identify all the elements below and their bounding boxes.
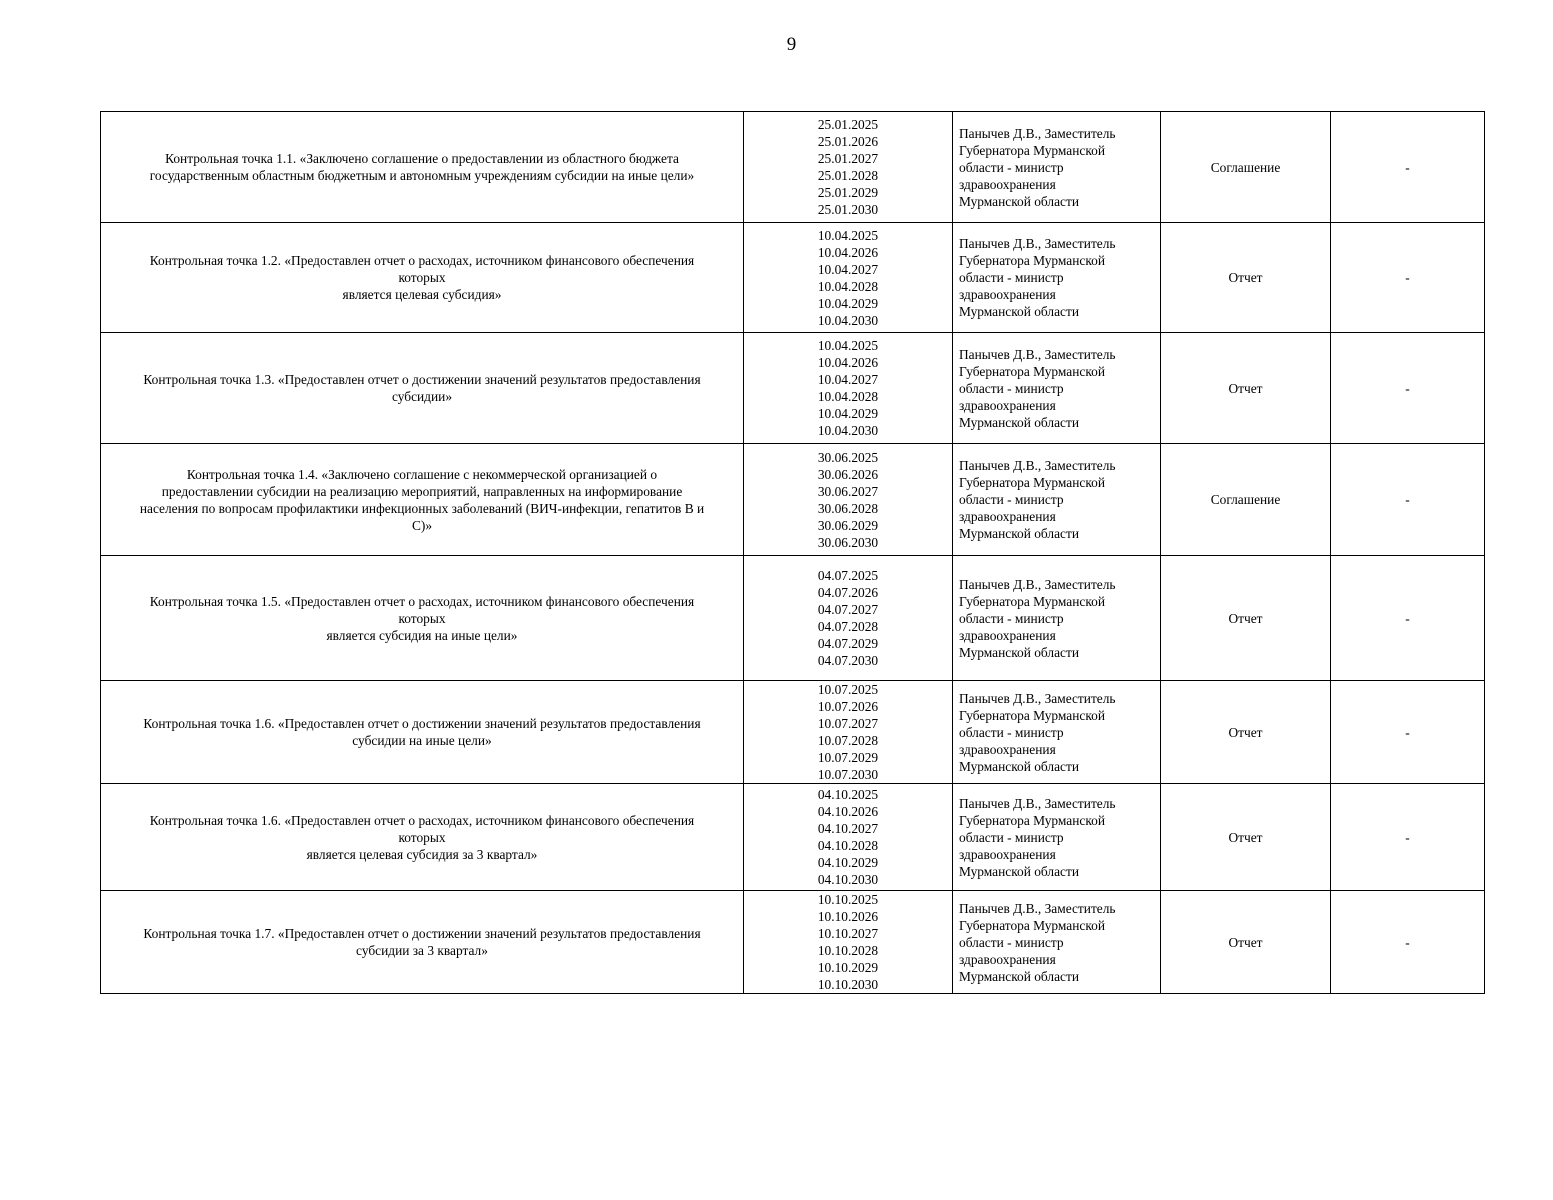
control-point-name — [101, 784, 744, 891]
responsible-person — [953, 112, 1161, 223]
responsible-person-line: Губернатора Мурманской — [959, 593, 1106, 609]
deadline-dates — [744, 681, 953, 784]
responsible-person-line: Губернатора Мурманской — [959, 475, 1106, 490]
deadline-dates — [744, 112, 953, 223]
deadline-dates-line: 25.01.2030 — [817, 202, 879, 217]
responsible-person-line: области - министр — [959, 380, 1064, 396]
responsible-person-line: здравоохранения — [959, 846, 1056, 862]
deadline-dates — [744, 444, 953, 556]
control-point-name-line: Контрольная точка 1.2. «Предоставлен отчет о расходах, источником финансового обеспечения — [149, 253, 695, 268]
table-row — [101, 333, 1485, 444]
deadline-dates-line: 10.04.2026 — [817, 355, 879, 370]
responsible-person-line: Панычев Д.В., Заместитель — [959, 458, 1116, 473]
control-point-name-line: Контрольная точка 1.1. «Заключено соглашение о предоставлении из областного бюджета — [165, 151, 679, 166]
control-point-name — [101, 556, 744, 681]
control-point-name-line: Контрольная точка 1.6. «Предоставлен отчет о расходах, источником финансового обеспечения — [149, 812, 695, 828]
deadline-dates-line: 10.07.2028 — [817, 733, 879, 748]
table-row — [101, 223, 1485, 333]
deadline-dates-line: 04.07.2030 — [817, 653, 879, 668]
table-row — [101, 891, 1485, 994]
deadline-dates-line: 10.10.2025 — [817, 892, 879, 907]
responsible-person-line: Мурманской области — [959, 414, 1079, 430]
deadline-dates-line: 30.06.2025 — [817, 449, 879, 465]
table-row — [101, 681, 1485, 784]
control-point-name — [101, 444, 744, 556]
responsible-person-line: области - министр — [959, 159, 1064, 175]
deadline-dates-line: 25.01.2029 — [817, 185, 879, 200]
responsible-person-line: Мурманской области — [959, 968, 1079, 984]
responsible-person — [953, 891, 1161, 994]
control-point-name-line: Контрольная точка 1.3. «Предоставлен отчет о достижении значений результатов предоставления — [143, 372, 701, 387]
responsible-person-line: области - министр — [959, 934, 1064, 950]
document-type: Отчет — [1161, 681, 1331, 784]
control-point-name — [101, 891, 744, 994]
responsible-person-line: здравоохранения — [959, 287, 1056, 302]
deadline-dates-line: 30.06.2029 — [817, 517, 879, 533]
deadline-dates-line: 10.10.2030 — [817, 977, 879, 992]
responsible-person — [953, 333, 1161, 444]
deadline-dates — [744, 784, 953, 891]
responsible-person-line: Панычев Д.В., Заместитель — [959, 346, 1116, 362]
control-point-name — [101, 681, 744, 784]
responsible-person-line: области - министр — [959, 492, 1064, 507]
document-type: Соглашение — [1161, 112, 1331, 223]
deadline-dates-line: 10.04.2030 — [817, 423, 879, 438]
responsible-person-line: здравоохранения — [959, 509, 1056, 524]
deadline-dates-line: 30.06.2028 — [817, 500, 879, 516]
deadline-dates-line: 04.07.2025 — [817, 568, 879, 583]
table-body — [101, 112, 1485, 994]
page-number: 9 — [786, 34, 797, 55]
control-point-name-line: населения по вопросам профилактики инфекционных заболеваний (ВИЧ-инфекции, гепатитов В и — [139, 500, 705, 516]
responsible-person — [953, 784, 1161, 891]
deadline-dates-line: 10.07.2025 — [817, 682, 879, 697]
responsible-person-line: здравоохранения — [959, 741, 1056, 757]
control-point-name-line: Контрольная точка 1.6. «Предоставлен отчет о достижении значений результатов предоставления — [143, 716, 701, 731]
responsible-person-line: Губернатора Мурманской — [959, 812, 1106, 828]
responsible-person-line: Мурманской области — [959, 758, 1079, 774]
deadline-dates-line: 25.01.2026 — [817, 134, 879, 149]
responsible-person-line: области - министр — [959, 829, 1064, 845]
note-cell: - — [1331, 444, 1485, 556]
responsible-person — [953, 681, 1161, 784]
table-row — [101, 556, 1485, 681]
deadline-dates — [744, 556, 953, 681]
deadline-dates-line: 10.07.2027 — [817, 716, 879, 731]
document-type: Отчет — [1161, 556, 1331, 681]
responsible-person-line: здравоохранения — [959, 627, 1056, 643]
control-point-name-line: является целевая субсидия» — [342, 287, 502, 302]
note-cell: - — [1331, 784, 1485, 891]
control-point-name — [101, 112, 744, 223]
control-points-table — [100, 111, 1485, 994]
deadline-dates-line: 30.06.2026 — [817, 466, 879, 482]
responsible-person-line: Губернатора Мурманской — [959, 253, 1106, 268]
responsible-person — [953, 223, 1161, 333]
deadline-dates-line: 10.04.2028 — [817, 278, 879, 294]
deadline-dates — [744, 333, 953, 444]
deadline-dates — [744, 223, 953, 333]
note-cell: - — [1331, 556, 1485, 681]
deadline-dates-line: 10.10.2027 — [817, 926, 879, 941]
control-point-name-line: Контрольная точка 1.7. «Предоставлен отчет о достижении значений результатов предоставления — [143, 926, 701, 941]
document-type: Отчет — [1161, 223, 1331, 333]
responsible-person-line: Губернатора Мурманской — [959, 707, 1106, 723]
responsible-person-line: Мурманской области — [959, 526, 1079, 541]
deadline-dates — [744, 891, 953, 994]
control-point-name — [101, 333, 744, 444]
deadline-dates-line: 10.04.2025 — [817, 227, 879, 243]
responsible-person-line: Губернатора Мурманской — [959, 917, 1106, 933]
deadline-dates-line: 10.04.2027 — [817, 261, 879, 277]
control-point-name-line: является целевая субсидия за 3 квартал» — [306, 846, 538, 862]
deadline-dates-line: 04.07.2027 — [817, 602, 879, 617]
responsible-person — [953, 556, 1161, 681]
responsible-person-line: Губернатора Мурманской — [959, 363, 1106, 379]
table-row — [101, 784, 1485, 891]
control-point-name-line: которых — [398, 829, 446, 845]
deadline-dates-line: 25.01.2027 — [817, 151, 879, 166]
control-point-name-line: субсидии» — [391, 389, 453, 404]
deadline-dates-line: 04.07.2028 — [817, 619, 879, 634]
responsible-person-line: здравоохранения — [959, 951, 1056, 967]
deadline-dates-line: 10.07.2030 — [817, 767, 879, 782]
control-point-name-line: Контрольная точка 1.4. «Заключено соглашение с некоммерческой организацией о — [186, 466, 658, 482]
responsible-person-line: Панычев Д.В., Заместитель — [959, 236, 1116, 251]
document-type: Отчет — [1161, 891, 1331, 994]
responsible-person-line: Мурманской области — [959, 193, 1079, 209]
deadline-dates-line: 04.10.2029 — [817, 855, 879, 870]
control-point-name-line: которых — [398, 270, 446, 285]
deadline-dates-line: 04.10.2028 — [817, 838, 879, 853]
control-point-name-line: С)» — [411, 517, 433, 533]
table-row — [101, 444, 1485, 556]
responsible-person — [953, 444, 1161, 556]
responsible-person-line: Панычев Д.В., Заместитель — [959, 795, 1116, 811]
control-point-name-line: субсидии на иные цели» — [352, 733, 492, 748]
document-type: Отчет — [1161, 784, 1331, 891]
deadline-dates-line: 25.01.2025 — [817, 117, 879, 132]
deadline-dates-line: 10.10.2026 — [817, 909, 879, 924]
note-cell: - — [1331, 891, 1485, 994]
document-type: Соглашение — [1161, 444, 1331, 556]
deadline-dates-line: 10.10.2029 — [817, 960, 879, 975]
responsible-person-line: Панычев Д.В., Заместитель — [959, 125, 1116, 141]
responsible-person-line: Губернатора Мурманской — [959, 142, 1106, 158]
deadline-dates-line: 10.04.2025 — [817, 338, 879, 353]
deadline-dates-line: 10.07.2029 — [817, 750, 879, 765]
deadline-dates-line: 04.10.2025 — [817, 787, 879, 802]
deadline-dates-line: 10.07.2026 — [817, 699, 879, 714]
responsible-person-line: Панычев Д.В., Заместитель — [959, 576, 1116, 592]
control-point-name-line: предоставлении субсидии на реализацию мероприятий, направленных на информирование — [161, 483, 683, 499]
deadline-dates-line: 10.10.2028 — [817, 943, 879, 958]
deadline-dates-line: 25.01.2028 — [817, 168, 879, 183]
control-point-name-line: государственным областным бюджетным и автономным учреждениям субсидии на иные цели» — [149, 168, 695, 183]
control-point-name-line: субсидии за 3 квартал» — [356, 943, 488, 958]
table-row — [101, 112, 1485, 223]
responsible-person-line: Мурманской области — [959, 304, 1079, 319]
responsible-person-line: здравоохранения — [959, 176, 1056, 192]
note-cell: - — [1331, 333, 1485, 444]
responsible-person-line: Панычев Д.В., Заместитель — [959, 900, 1116, 916]
responsible-person-line: Мурманской области — [959, 644, 1079, 660]
deadline-dates-line: 10.04.2029 — [817, 406, 879, 421]
deadline-dates-line: 30.06.2030 — [817, 534, 879, 550]
responsible-person-line: здравоохранения — [959, 397, 1056, 413]
deadline-dates-line: 10.04.2030 — [817, 312, 879, 328]
deadline-dates-line: 04.07.2026 — [817, 585, 879, 600]
deadline-dates-line: 30.06.2027 — [817, 483, 879, 499]
responsible-person-line: области - министр — [959, 270, 1064, 285]
deadline-dates-line: 04.10.2027 — [817, 821, 879, 836]
deadline-dates-line: 04.07.2029 — [817, 636, 879, 651]
deadline-dates-line: 10.04.2027 — [817, 372, 879, 387]
control-point-name-line: Контрольная точка 1.5. «Предоставлен отчет о расходах, источником финансового обеспечения — [149, 593, 695, 609]
responsible-person-line: области - министр — [959, 610, 1064, 626]
deadline-dates-line: 10.04.2026 — [817, 244, 879, 260]
deadline-dates-line: 10.04.2029 — [817, 295, 879, 311]
responsible-person-line: Мурманской области — [959, 863, 1079, 879]
document-type: Отчет — [1161, 333, 1331, 444]
deadline-dates-line: 04.10.2030 — [817, 872, 879, 887]
deadline-dates-line: 04.10.2026 — [817, 804, 879, 819]
control-point-name — [101, 223, 744, 333]
note-cell: - — [1331, 112, 1485, 223]
note-cell: - — [1331, 681, 1485, 784]
note-cell: - — [1331, 223, 1485, 333]
responsible-person-line: области - министр — [959, 724, 1064, 740]
control-point-name-line: которых — [398, 610, 446, 626]
responsible-person-line: Панычев Д.В., Заместитель — [959, 690, 1116, 706]
deadline-dates-line: 10.04.2028 — [817, 389, 879, 404]
control-point-name-line: является субсидия на иные цели» — [326, 627, 518, 643]
